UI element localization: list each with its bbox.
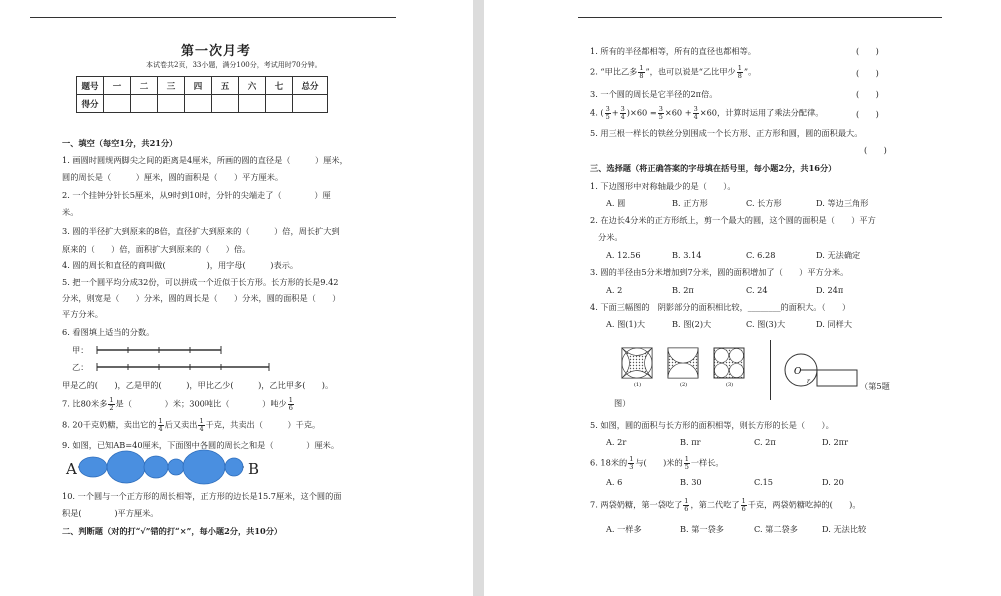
score-table-score-row	[77, 95, 328, 113]
choice-2-option-a[interactable]: A. 12.56	[606, 250, 641, 260]
numerator: 1	[684, 497, 689, 505]
point-b-label: B	[248, 460, 260, 478]
score-cell: 五	[212, 77, 239, 95]
choice-3-option-a[interactable]: A. 2	[606, 285, 623, 295]
numerator: 3	[620, 105, 625, 113]
choice-6-option-b[interactable]: B. 30	[680, 477, 702, 487]
circle-1	[79, 457, 107, 477]
fraction	[638, 65, 644, 80]
score-cell[interactable]	[212, 95, 239, 113]
segment-yi	[97, 363, 269, 371]
denominator: 6	[741, 505, 746, 513]
q8-text-1: 8. 20千克奶糖，卖出它的	[62, 419, 157, 430]
fraction	[620, 106, 626, 121]
figure-5-caption: （第5题	[860, 381, 890, 391]
question-4: 4. 圆的周长和直径的商叫做( )，用字母( )表示。	[62, 260, 299, 270]
fraction	[108, 397, 114, 412]
choice-4: 4. 下面三幅图的 阴影部分的面积相比较，________的面积大。（ ）	[590, 302, 851, 312]
score-cell[interactable]	[104, 95, 131, 113]
question-8	[62, 418, 320, 433]
j2-text-1: 2. “甲比乙多	[590, 66, 638, 77]
segment-diagram	[95, 344, 275, 374]
score-cell: 四	[185, 77, 212, 95]
figure-1	[622, 348, 652, 378]
figure-5-center-label: O	[794, 367, 802, 377]
line-jia-label: 甲：	[72, 345, 89, 355]
segment-jia	[97, 346, 221, 354]
section-1-heading: 一、填空（每空1分，共21分）	[62, 138, 178, 148]
numerator: 1	[288, 396, 293, 404]
choice-3-option-d[interactable]: D. 24π	[816, 285, 844, 295]
question-7	[62, 397, 295, 412]
choice-6-option-a[interactable]: A. 6	[606, 477, 623, 487]
choice-5-option-b[interactable]: B. πr	[680, 437, 701, 447]
score-cell: 三	[158, 77, 185, 95]
numerator: 1	[639, 64, 644, 72]
question-6-answer-line: 甲是乙的( )，乙是甲的( )，甲比乙少( )，乙比甲多( )。	[62, 380, 334, 390]
score-cell: 六	[239, 77, 266, 95]
denominator: 6	[684, 505, 689, 513]
figure-divider	[770, 340, 771, 400]
choice-5-option-d[interactable]: D. 2πr	[822, 437, 848, 447]
score-table-header-row	[77, 77, 328, 95]
answer-paren[interactable]: ( )	[856, 109, 879, 119]
choice-5-option-c[interactable]: C. 2π	[754, 437, 776, 447]
choice-7-option-a[interactable]: A. 一样多	[606, 524, 642, 534]
section-3-heading: 三、选择题（将正确答案的字母填在括号里，每小题2分，共16分）	[590, 163, 837, 173]
choice-6-option-d[interactable]: D. 20	[822, 477, 844, 487]
c7-text-3: 千克，两袋奶糖吃掉的( )。	[747, 499, 861, 510]
question-3-line-2: 原来的（ ）倍，面积扩大到原来的（ ）倍。	[62, 244, 251, 254]
denominator: 5	[658, 113, 663, 121]
line-yi-label: 乙：	[72, 362, 89, 372]
question-5-line-2: 分米，则宽是（ ）分米，圆的周长是（ ）分米，圆的面积是（ ）	[62, 293, 341, 303]
numerator: 1	[737, 64, 742, 72]
shaded-area-figures	[620, 346, 750, 388]
figure-5-caption-end: 图）	[614, 398, 631, 408]
question-9: 9. 如图，已知AB=40厘米，下面图中各圆的周长之和是（ ）厘米。	[62, 440, 340, 450]
figure-5-radius-label: r	[807, 378, 810, 385]
denominator: 5	[605, 113, 610, 121]
choice-1-option-a[interactable]: A. 圆	[606, 198, 626, 208]
choice-1-option-c[interactable]: C. 长方形	[746, 198, 782, 208]
q7-text-1: 7. 比80米多	[62, 398, 108, 409]
denominator: 4	[620, 113, 625, 121]
point-a-label: A	[66, 460, 77, 478]
numerator: 1	[629, 455, 634, 463]
numerator: 3	[605, 105, 610, 113]
question-2-line-1: 2. 一个挂钟分针长5厘米，从9时到10时，分针的尖端走了（ ）厘	[62, 190, 331, 200]
choice-7-option-b[interactable]: B. 第一袋多	[680, 524, 724, 534]
c6-text-1: 6. 18米的	[590, 457, 628, 468]
choice-4-option-a[interactable]: A. 图(1)大	[606, 319, 646, 329]
fraction	[605, 106, 611, 121]
numerator: 1	[109, 396, 114, 404]
circle-3	[144, 456, 168, 478]
choice-2-option-b[interactable]: B. 3.14	[672, 250, 702, 260]
score-cell[interactable]	[131, 95, 158, 113]
question-1-line-1: 1. 画圆时圆规两脚尖之间的距离是4厘米，所画的圆的直径是（ ）厘米，	[62, 155, 348, 165]
choice-3: 3. 圆的半径由5分米增加到7分米，圆的面积增加了（ ）平方分米。	[590, 267, 849, 277]
score-cell: 二	[131, 77, 158, 95]
section-2-heading: 二、判断题（对的打“√”错的打“×”，每小题2分，共10分）	[62, 526, 283, 536]
q8-text-3: 千克，共卖出（ ）千克。	[205, 419, 321, 430]
judge-1: 1. 所有的半径都相等，所有的直径也都相等。	[590, 46, 756, 56]
figure-2	[668, 348, 698, 378]
choice-2-line-2: 分米。	[598, 232, 623, 242]
j4-plus: +	[611, 107, 619, 118]
judge-3: 3. 一个圆的周长是它半径的2π倍。	[590, 89, 718, 99]
question-10-line-2: 积是( )平方厘米。	[62, 508, 159, 518]
choice-4-option-c[interactable]: C. 图(3)大	[746, 319, 786, 329]
question-6: 6. 看图填上适当的分数。	[62, 327, 155, 337]
question-1-line-2: 圆的周长是（ ）厘米，圆的面积是（ ）平方厘米。	[62, 172, 284, 182]
fraction	[288, 397, 294, 412]
denominator: 8	[639, 72, 644, 80]
circle-2	[107, 451, 145, 483]
choice-6-option-c[interactable]: C.15	[754, 477, 773, 487]
exam-instructions: 本试卷共2页，33小题，满分100分，考试用时70分钟。	[146, 61, 322, 69]
choice-2-option-d[interactable]: D. 无法确定	[816, 250, 861, 260]
numerator: 1	[158, 417, 163, 425]
score-cell[interactable]	[239, 95, 266, 113]
j4-text-4: ×60，计算时运用了乘法分配律。	[699, 107, 824, 118]
figure-5-rectangle	[817, 370, 857, 386]
score-table	[76, 76, 328, 113]
circle-rectangle-figure	[782, 350, 862, 390]
score-cell[interactable]	[185, 95, 212, 113]
numerator: 1	[741, 497, 746, 505]
fraction	[684, 456, 690, 471]
fraction	[658, 106, 664, 121]
judge-5: 5. 用三根一样长的铁丝分别围成一个长方形、正方形和圆，圆的面积最大。	[590, 128, 863, 138]
header-rule	[30, 17, 396, 18]
numerator: 3	[658, 105, 663, 113]
fraction	[737, 65, 743, 80]
question-2-line-2: 米。	[62, 207, 79, 217]
header-rule	[578, 17, 942, 18]
exam-page-1	[0, 0, 473, 596]
choice-7-option-d[interactable]: D. 无法比较	[822, 524, 867, 534]
choice-5-option-a[interactable]: A. 2r	[606, 437, 627, 447]
j2-text-3: ”。	[743, 66, 757, 77]
score-cell: 得分	[77, 95, 104, 113]
choice-4-option-d[interactable]: D. 同样大	[816, 319, 853, 329]
choice-7-option-c[interactable]: C. 第二袋多	[754, 524, 798, 534]
denominator: 3	[629, 463, 634, 471]
question-3-line-1: 3. 圆的半径扩大到原来的8倍，直径扩大到原来的（ ）倍，周长扩大到	[62, 226, 340, 236]
numerator: 1	[199, 417, 204, 425]
answer-paren[interactable]: ( )	[856, 68, 879, 78]
denominator: 6	[288, 404, 293, 412]
question-10-line-1: 10. 一个圆与一个正方形的周长相等，正方形的边长是15.7厘米，这个圆的面	[62, 491, 342, 501]
j4-text-2: )×60 =	[626, 107, 657, 118]
score-cell: 题号	[77, 77, 104, 95]
answer-paren[interactable]: ( )	[864, 145, 887, 155]
score-cell[interactable]	[266, 95, 293, 113]
answer-paren[interactable]: ( )	[856, 89, 879, 99]
c6-text-3: 一样长。	[690, 457, 724, 468]
score-cell: 七	[266, 77, 293, 95]
choice-4-option-b[interactable]: B. 图(2)大	[672, 319, 712, 329]
denominator: 2	[109, 404, 114, 412]
figure-3-label: (3)	[726, 382, 734, 388]
choice-3-option-c[interactable]: C. 24	[746, 285, 768, 295]
c7-text-2: ，第二代吃了	[690, 499, 740, 510]
q7-text-2: 是（ ）米；300吨比（ ）吨少	[115, 398, 287, 409]
answer-paren[interactable]: ( )	[856, 46, 879, 56]
fraction	[198, 418, 204, 433]
fraction	[683, 498, 689, 513]
j4-text-3: ×60 +	[664, 107, 692, 118]
circle-4	[168, 459, 184, 475]
numerator: 3	[693, 105, 698, 113]
fraction	[158, 418, 164, 433]
score-cell: 一	[104, 77, 131, 95]
circles-figure	[76, 448, 246, 488]
choice-1-option-d[interactable]: D. 等边三角形	[816, 198, 869, 208]
figure-3	[714, 348, 744, 378]
circle-5	[183, 450, 225, 484]
judge-2	[590, 65, 756, 80]
numerator: 1	[684, 455, 689, 463]
denominator: 4	[199, 425, 204, 433]
score-cell[interactable]	[293, 95, 328, 113]
denominator: 4	[693, 113, 698, 121]
c6-text-2: 与( )米的	[635, 457, 683, 468]
q8-text-2: 后又卖出	[164, 419, 198, 430]
choice-1-option-b[interactable]: B. 正方形	[672, 198, 708, 208]
exam-page-2	[484, 0, 1001, 596]
choice-1: 1. 下边图形中对称轴最少的是（ ）。	[590, 181, 736, 191]
denominator: 8	[737, 72, 742, 80]
choice-2-line-1: 2. 在边长4分米的正方形纸上，剪一个最大的圆，这个圆的面积是（ ）平方	[590, 215, 876, 225]
page-title: 第一次月考	[181, 44, 252, 59]
denominator: 4	[158, 425, 163, 433]
fraction	[628, 456, 634, 471]
choice-5: 5. 如图，圆的面积与长方形的面积相等，则长方形的长是（ ）。	[590, 420, 834, 430]
choice-6	[590, 456, 724, 471]
figure-1-label: (1)	[634, 382, 642, 388]
denominator: 5	[684, 463, 689, 471]
choice-7	[590, 498, 861, 513]
choice-3-option-b[interactable]: B. 2π	[672, 285, 694, 295]
fraction	[741, 498, 747, 513]
score-cell: 总分	[293, 77, 328, 95]
question-5-line-3: 平方分米。	[62, 309, 103, 319]
j4-text-1: 4. (	[590, 107, 604, 118]
fraction	[693, 106, 699, 121]
circle-6	[225, 458, 243, 476]
score-cell[interactable]	[158, 95, 185, 113]
j2-text-2: ”，也可以说是“乙比甲少	[645, 66, 736, 77]
question-5-line-1: 5. 把一个圆平均分成32份，可以拼成一个近似于长方形。长方形的长是9.42	[62, 277, 339, 287]
choice-2-option-c[interactable]: C. 6.28	[746, 250, 776, 260]
judge-4	[590, 106, 823, 121]
figure-2-label: (2)	[680, 382, 688, 388]
c7-text-1: 7. 两袋奶糖，第一袋吃了	[590, 499, 683, 510]
